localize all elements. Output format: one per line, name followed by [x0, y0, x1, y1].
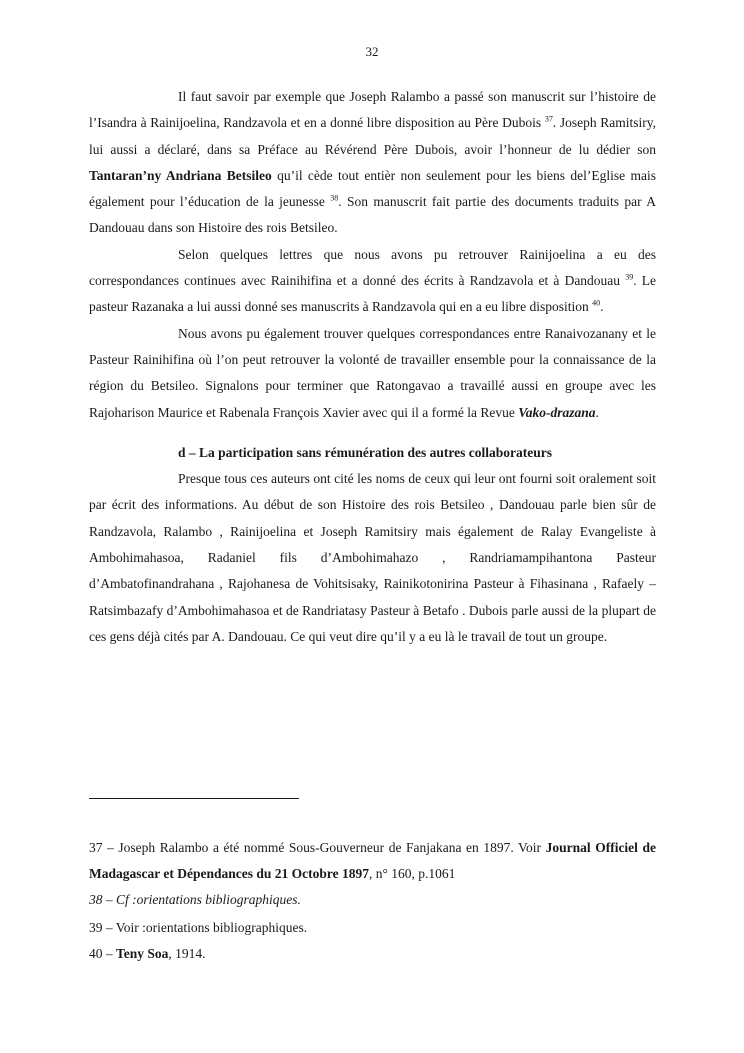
footnote-ref-38[interactable]: 38: [330, 193, 339, 203]
text-run: . Le pasteur Razanaka a lui aussi donné ses manuscrits à Randzavola qui en a eu libre disposition: [89, 273, 656, 315]
text-run: Nous avons pu également trouver quelques correspondances entre Ranaivozanany et le Pasteur Rainihifina où l’on peut retrouver la volonté de travailler ensemble pour la connaissance de la région du Betsileo. Signalons pour terminer que Ratongavao a travaillé aussi en groupe avec les Rajoharison Maurice et Rabenala François Xavier avec qui il a formé la Revue: [89, 325, 656, 420]
text-run: qu’il cède tout entièr non seulement pour les biens del’Eglise mais également pour l’éducation de la jeunesse: [89, 167, 656, 210]
footnote-separator: [89, 798, 299, 799]
text-run: .: [600, 299, 604, 315]
text-run: 40 –: [89, 946, 116, 961]
text-run: 37 – Joseph Ralambo a été nommé Sous-Gouverneur de Fanjakana en 1897. Voir: [89, 840, 546, 855]
footnote-ref-40[interactable]: 40: [592, 298, 601, 308]
footnote-40: [89, 941, 656, 967]
journal-title-bold-italic: Vako-drazana: [518, 404, 596, 420]
page-number: 32: [365, 44, 379, 59]
text-run: Il faut savoir par exemple que Joseph Ralambo a passé son manuscrit sur l’histoire de l’Isandra à Rainijoelina, Randzavola et en a donné libre disposition au Père Dubois: [89, 89, 656, 131]
text-run: Presque tous ces auteurs ont cité les noms de ceux qui leur ont fourni soit oralement soit par écrit des informations. Au début de son Histoire des rois Betsileo , Dandouau parle bien sûr de Randzavola, Ralambo , Rainijoelina et Joseph Ramitsiry mais également de Ralay Evangeliste à Ambohimahasoa, Radaniel fils d’Ambohimahazo , Randriamampihantona Pasteur d’Ambatofinandrahana , Rajohanesa de Vohitsisaky, Rainikotonirina Pasteur à Fihasinana , Rafaely – Ratsimbazafy d’Ambohimahasoa et de Randriatasy Pasteur à Betafo . Dubois parle aussi de la plupart de ces gens déjà cités par A. Dandouau. Ce qui veut dire qu’il y a eu là le travail de tout un groupe.: [89, 471, 656, 644]
footnote-ref-37[interactable]: 37: [544, 114, 553, 124]
footnote-bold-title: Journal Officiel de Madagascar et Dépendances du 21 Octobre 1897: [89, 840, 656, 881]
text-run: , n° 160, p.1061: [369, 866, 456, 881]
paragraph-2: [89, 242, 656, 321]
paragraph-1: [89, 84, 656, 242]
footnote-bold-title: Teny Soa: [116, 946, 169, 961]
footnote-38: 38 – Cf :orientations bibliographiques.: [89, 892, 301, 907]
paragraph-3: [89, 321, 656, 426]
text-run: .: [595, 404, 599, 420]
section-heading: d – La participation sans rémunération des autres collaborateurs: [178, 444, 552, 460]
main-text: [89, 84, 656, 650]
footnote-ref-39[interactable]: 39: [625, 272, 634, 282]
book-title-bold: Tantaran’ny Andriana Betsileo: [89, 167, 272, 183]
footnotes: [89, 835, 656, 967]
footnote-37: [89, 835, 656, 887]
text-run: . Joseph Ramitsiry, lui aussi a déclaré, dans sa Préface au Révérend Père Dubois, avoir l’honneur de lu dédier son: [89, 115, 657, 157]
paragraph-4: [89, 466, 656, 650]
text-run: Selon quelques lettres que nous avons pu retrouver Rainijoelina a eu des correspondances continues avec Rainihifina et a donné des écrits à Randzavola et à Dandouau: [89, 246, 656, 289]
text-run: . Son manuscrit fait partie des documents traduits par A Dandouau dans son Histoire des rois Betsileo.: [89, 194, 656, 236]
text-run: , 1914.: [168, 946, 206, 961]
footnote-39: 39 – Voir :orientations bibliographiques.: [89, 920, 308, 935]
